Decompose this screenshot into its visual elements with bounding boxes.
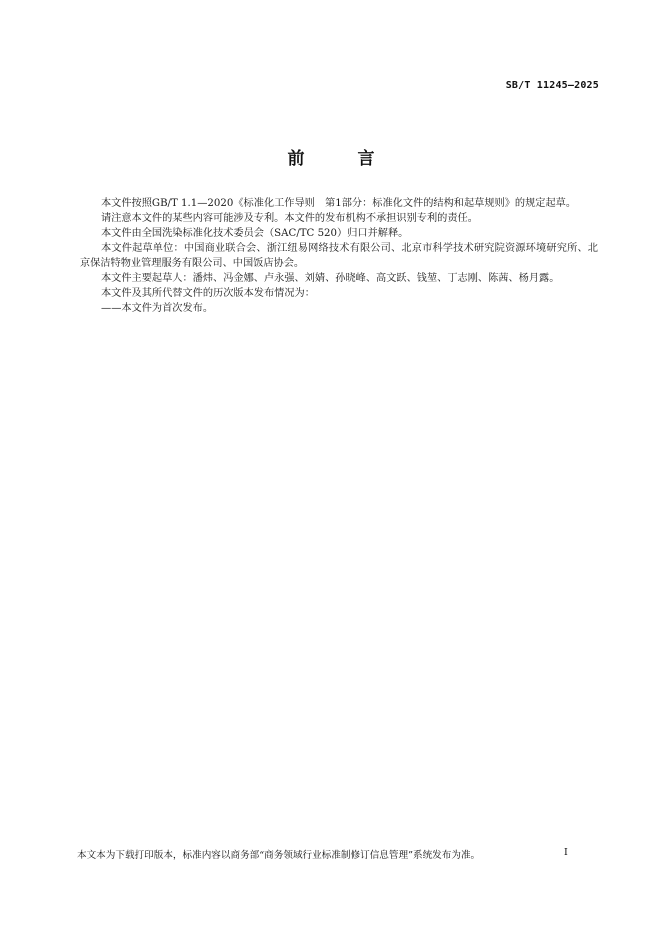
foreword-body (80, 196, 598, 316)
paragraph-drafting-rules: 本文件按照GB/T 1.1—2020《标准化工作导则 第1部分：标准化文件的结构和起草规则》的规定起草。 (101, 198, 577, 209)
paragraph-committee: 本文件由全国洗染标准化技术委员会（SAC/TC 520）归口并解释。 (101, 228, 409, 239)
paragraph-drafting-units: 本文件起草单位：中国商业联合会、浙江纽易网络技术有限公司、北京市科学技术研究院资源环境研究所、北京保洁特物业管理服务有限公司、中国饭店协会。 (80, 243, 598, 269)
page-title: 前 言 (287, 149, 393, 169)
standard-code: SB/T 11245—2025 (505, 80, 599, 91)
page-number: I (564, 847, 568, 858)
paragraph-first-release: ——本文件为首次发布。 (101, 303, 214, 314)
paragraph-patent-notice: 请注意本文件的某些内容可能涉及专利。本文件的发布机构不承担识别专利的责任。 (101, 213, 478, 224)
footer-note: 本文本为下载打印版本，标准内容以商务部“商务领域行业标准制修订信息管理”系统发布为准。 (77, 850, 481, 861)
paragraph-version-history: 本文件及其所代替文件的历次版本发布情况为： (101, 288, 315, 299)
paragraph-drafters: 本文件主要起草人：潘炜、冯金娜、卢永强、刘婧、孙晓峰、高文跃、钱堃、丁志刚、陈茜、杨月露。 (101, 273, 560, 284)
